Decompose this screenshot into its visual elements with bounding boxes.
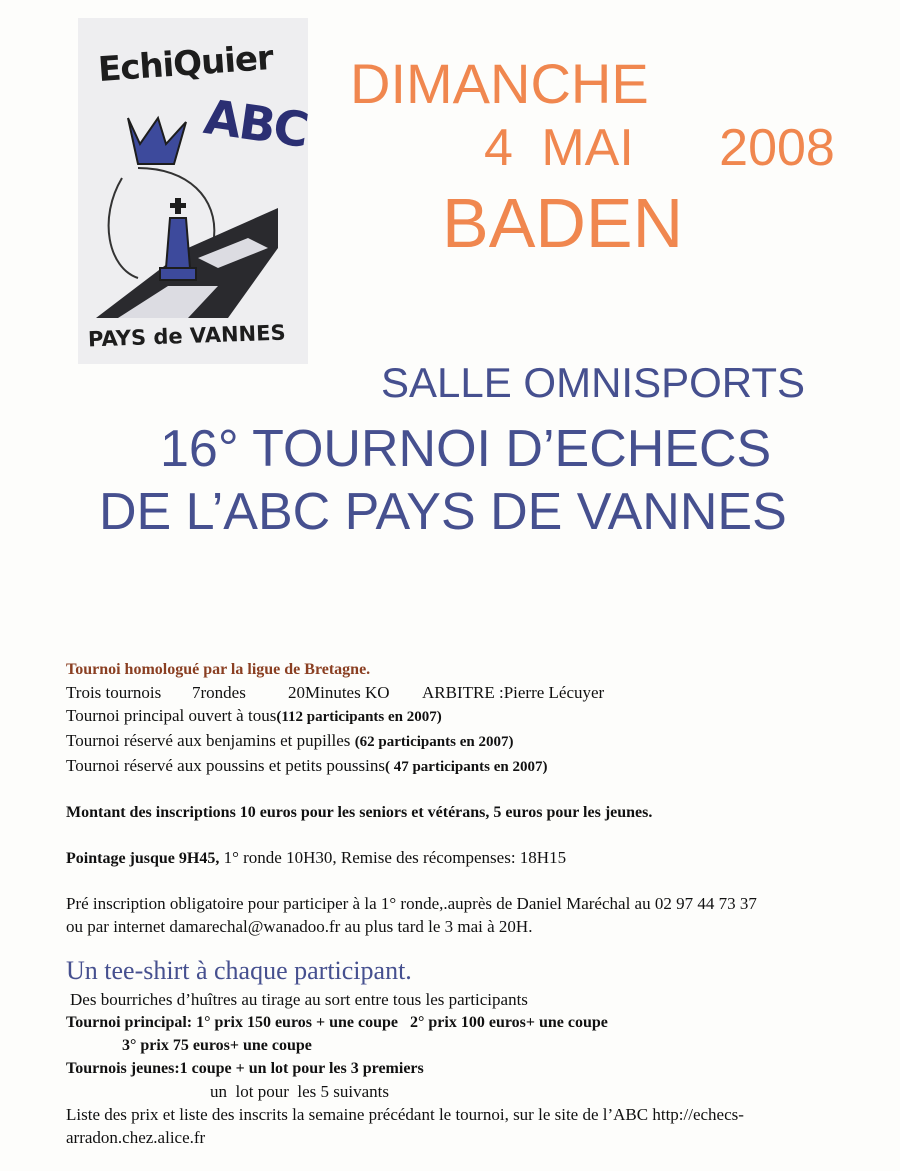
prize-list-line2: arradon.chez.alice.fr	[66, 1128, 206, 1147]
bourriches-text: Des bourriches d’huîtres au tirage au sort entre tous les participants	[70, 990, 528, 1009]
schedule-rest: 1° ronde 10H30, Remise des récompenses: 18H15	[219, 848, 567, 867]
tournament-title-line2: DE L’ABC PAYS DE VANNES	[99, 483, 787, 541]
principal-line	[66, 704, 896, 729]
logo-top-text: EchiQuier	[96, 37, 275, 91]
logo-bottom-text: PAYS de VANNES	[87, 320, 286, 352]
benjamins-text: Tournoi réservé aux benjamins et pupilles	[66, 731, 355, 750]
poussins-text: Tournoi réservé aux poussins et petits poussins	[66, 756, 385, 775]
youth-prizes: Tournois jeunes:1 coupe + un lot pour les 3 premiers	[66, 1060, 424, 1077]
third-prize: 3° prix 75 euros+ une coupe	[122, 1037, 312, 1054]
event-date: 4 MAI 2008	[484, 119, 835, 177]
principal-prizes: Tournoi principal: 1° prix 150 euros + une coupe 2° prix 100 euros+ une coupe	[66, 1014, 608, 1031]
prize-list-line1: Liste des prix et liste des inscrits la semaine précédant le tournoi, sur le site de l’ABC http://echecs-	[66, 1105, 744, 1124]
club-logo	[78, 18, 311, 364]
benjamins-count: (62 participants en 2007)	[354, 734, 514, 750]
event-city: BADEN	[442, 184, 684, 262]
preinscription-line1: Pré inscription obligatoire pour participer à la 1° ronde,.auprès de Daniel Maréchal au 02 97 44 73 37	[66, 894, 757, 913]
tournament-title-line1: 16° TOURNOI D’ECHECS	[160, 420, 772, 478]
format-minutes: 20Minutes KO	[288, 683, 390, 702]
format-rondes: 7rondes	[192, 683, 246, 702]
schedule-bold: Pointage jusque 9H45,	[66, 850, 220, 867]
teeshirt-text: Un tee-shirt à chaque participant.	[66, 956, 412, 985]
fees-text: Montant des inscriptions 10 euros pour les seniors et vétérans, 5 euros pour les jeunes.	[66, 804, 653, 821]
schedule-line	[66, 846, 896, 870]
benjamins-line	[66, 729, 896, 754]
youth-lots: un lot pour les 5 suivants	[210, 1082, 389, 1101]
principal-text: Tournoi principal ouvert à tous	[66, 706, 277, 725]
tournament-details	[66, 658, 896, 1149]
event-day: DIMANCHE	[350, 52, 649, 115]
poussins-line	[66, 754, 896, 779]
poussins-count: ( 47 participants en 2007)	[384, 759, 548, 775]
venue-name: SALLE OMNISPORTS	[381, 359, 806, 406]
principal-count: (112 participants en 2007)	[276, 709, 442, 725]
logo-abc-text: ABC	[200, 89, 311, 159]
preinscription-line2: ou par internet damarechal@wanadoo.fr au plus tard le 3 mai à 20H.	[66, 917, 533, 936]
homologation-text: Tournoi homologué par la ligue de Bretagne.	[66, 661, 371, 678]
format-arbitre: ARBITRE :Pierre Lécuyer	[422, 683, 605, 702]
format-trois: Trois tournois	[66, 683, 162, 702]
format-line	[66, 681, 896, 704]
